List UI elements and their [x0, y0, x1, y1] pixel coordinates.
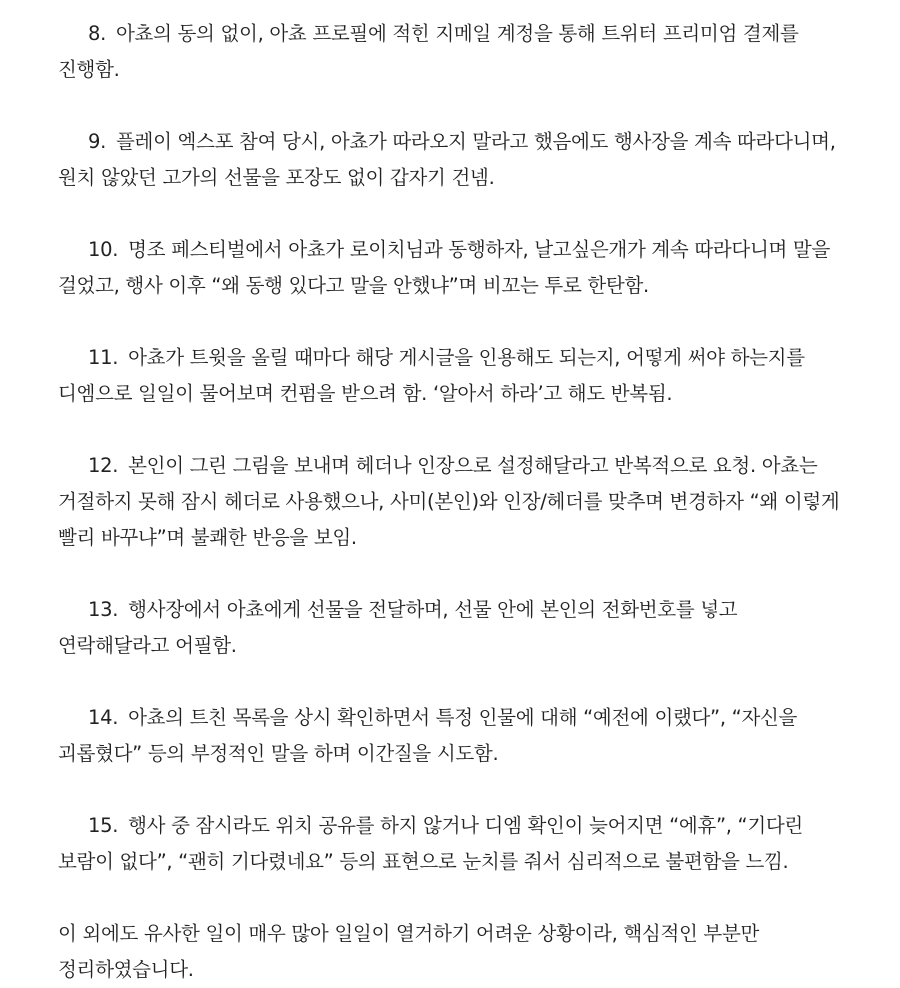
item-text: 아쵸의 동의 없이, 아쵸 프로필에 적힌 지메일 계정을 통해 트위터 프리미엄 결제를 진행함. — [58, 22, 799, 81]
list-item-12 — [58, 448, 850, 556]
item-text: 행사 중 잠시라도 위치 공유를 하지 않거나 디엠 확인이 늦어지면 “에휴”, “기다린 보람이 없다”, “괜히 기다렸네요” 등의 표현으로 눈치를 줘서 심리적으로 불편함을 느낌. — [58, 814, 803, 873]
item-number: 9. — [88, 130, 107, 153]
item-text: 아쵸의 트친 목록을 상시 확인하면서 특정 인물에 대해 “예전에 이랬다”, “자신을 괴롭혔다” 등의 부정적인 말을 하며 이간질을 시도함. — [58, 706, 798, 765]
item-number: 13. — [88, 598, 119, 621]
list-item-10 — [58, 232, 850, 304]
list-item-9 — [58, 124, 850, 196]
list-item-15 — [58, 808, 850, 880]
item-number: 10. — [88, 238, 119, 261]
item-number: 12. — [88, 454, 119, 477]
list-item-11 — [58, 340, 850, 412]
item-text: 플레이 엑스포 참여 당시, 아쵸가 따라오지 말라고 했음에도 행사장을 계속 따라다니며, 원치 않았던 고가의 선물을 포장도 없이 갑자기 건넴. — [58, 130, 836, 189]
item-number: 8. — [88, 22, 107, 45]
list-item-8 — [58, 16, 850, 88]
item-number: 14. — [88, 706, 119, 729]
item-text: 아쵸가 트윗을 올릴 때마다 해당 게시글을 인용해도 되는지, 어떻게 써야 하는지를 디엠으로 일일이 물어보며 컨펌을 받으려 함. ‘알아서 하라’고 해도 반복됨. — [58, 346, 805, 405]
closing-paragraph: 이 외에도 유사한 일이 매우 많아 일일이 열거하기 어려운 상황이라, 핵심적인 부분만 정리하였습니다. — [58, 922, 760, 981]
list-item-13 — [58, 592, 850, 664]
item-number: 11. — [88, 346, 119, 369]
item-number: 15. — [88, 814, 119, 837]
item-text: 본인이 그린 그림을 보내며 헤더나 인장으로 설정해달라고 반복적으로 요청. 아쵸는 거절하지 못해 잠시 헤더로 사용했으나, 사미(본인)와 인장/헤더를 맞추며 변경하자 “왜 이렇게 빨리 바꾸냐”며 불쾌한 반응을 보임. — [58, 454, 840, 549]
item-text: 행사장에서 아쵸에게 선물을 전달하며, 선물 안에 본인의 전화번호를 넣고 연락해달라고 어필함. — [58, 598, 738, 657]
item-text: 명조 페스티벌에서 아쵸가 로이치님과 동행하자, 날고싶은개가 계속 따라다니며 말을 걸었고, 행사 이후 “왜 동행 있다고 말을 안했냐”며 비꼬는 투로 한탄함. — [58, 238, 831, 297]
list-item-14 — [58, 700, 850, 772]
